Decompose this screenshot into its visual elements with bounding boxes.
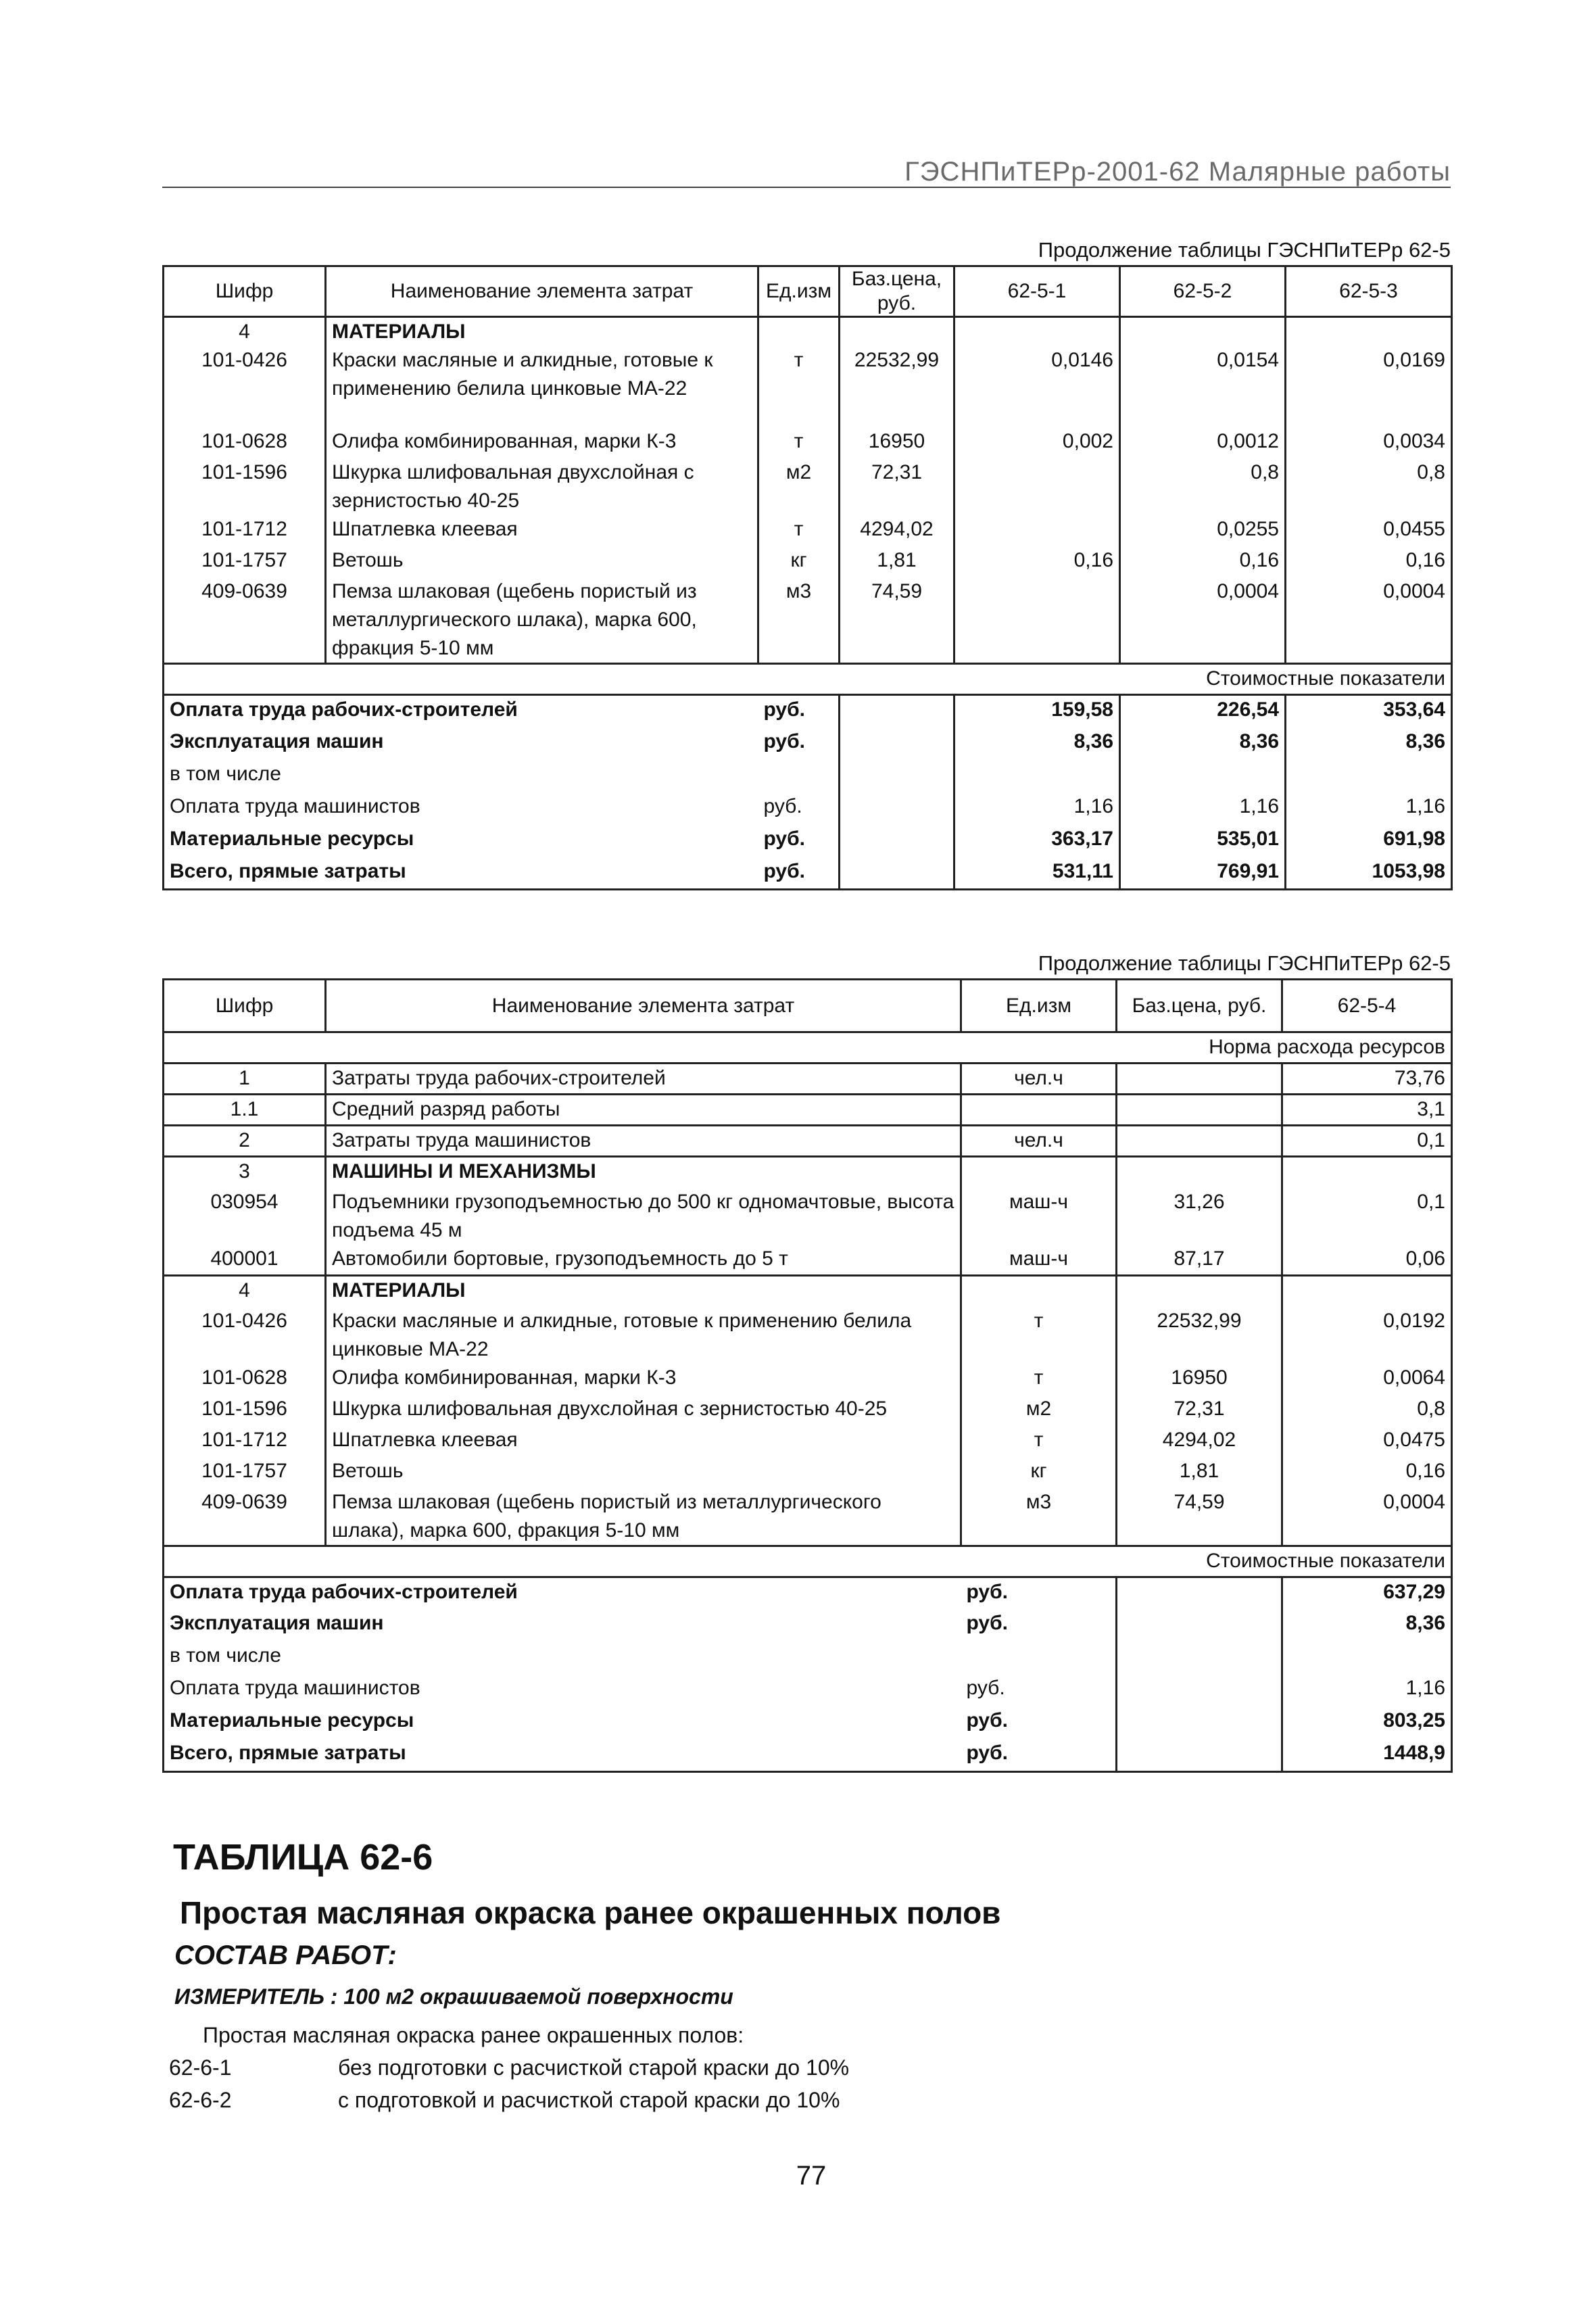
cell-code: 400001 xyxy=(164,1245,326,1276)
cost-price xyxy=(840,792,954,825)
cell-code: 101-1596 xyxy=(164,1395,326,1426)
cost-name: Оплата труда рабочих-строителей xyxy=(164,1577,961,1609)
cost-name: Оплата труда машинистов xyxy=(164,792,758,825)
cell-62-5-1: 0,002 xyxy=(954,427,1120,458)
cell-62-5-2: 0,16 xyxy=(1120,546,1286,577)
cost-62-5-4: 1448,9 xyxy=(1282,1739,1452,1771)
cost-price xyxy=(1117,1577,1282,1609)
section-row-materials xyxy=(164,317,1452,347)
cost-name: в том числе xyxy=(164,760,758,792)
cost-row xyxy=(164,1707,1452,1739)
table-row xyxy=(164,577,1452,664)
cell-name: Краски масляные и алкидные, готовые к применению белила цинковые МА-22 xyxy=(326,1307,961,1364)
cell-price: 72,31 xyxy=(1117,1395,1282,1426)
table-row xyxy=(164,546,1452,577)
col-name-header: Наименование элемента затрат xyxy=(326,266,758,317)
cost-62-5-2: 535,01 xyxy=(1120,825,1286,857)
work-composition-label: СОСТАВ РАБОТ: xyxy=(174,1940,397,1970)
cell-name: Шпатлевка клеевая xyxy=(326,515,758,546)
cell-code: 101-1757 xyxy=(164,546,326,577)
cost-row xyxy=(164,727,1452,760)
cell-code: 101-0426 xyxy=(164,346,326,427)
cell-62-5-4: 0,16 xyxy=(1282,1457,1452,1488)
section-title: ТАБЛИЦА 62-6 xyxy=(173,1837,433,1878)
cell-62-5-4: 3,1 xyxy=(1282,1095,1452,1126)
cell xyxy=(961,1157,1117,1188)
cost-62-5-3: 1053,98 xyxy=(1286,857,1452,890)
cell-unit: чел.ч xyxy=(961,1064,1117,1095)
cost-label-row xyxy=(164,1546,1452,1577)
table-row xyxy=(164,1126,1452,1157)
table-row xyxy=(164,1245,1452,1276)
cost-62-5-2: 226,54 xyxy=(1120,695,1286,727)
measure-label: ИЗМЕРИТЕЛЬ : 100 м2 окрашиваемой поверхности xyxy=(174,1984,733,2009)
cost-row xyxy=(164,1577,1452,1609)
table-row xyxy=(164,427,1452,458)
cell-62-5-1 xyxy=(954,458,1120,515)
table-row xyxy=(164,1364,1452,1395)
section-row-materials xyxy=(164,1276,1452,1307)
table-row xyxy=(164,346,1452,427)
cost-row xyxy=(164,1739,1452,1771)
cell-unit xyxy=(961,1095,1117,1126)
cell xyxy=(1117,1157,1282,1188)
cell-unit: т xyxy=(758,346,840,427)
cost-unit: руб. xyxy=(758,857,840,890)
cell-name: Шпатлевка клеевая xyxy=(326,1426,961,1457)
cell-unit: м2 xyxy=(758,458,840,515)
cost-62-5-3: 8,36 xyxy=(1286,727,1452,760)
col-code-header: Шифр xyxy=(164,980,326,1032)
cell-code: 101-1757 xyxy=(164,1457,326,1488)
col-62-5-1-header: 62-5-1 xyxy=(954,266,1120,317)
cell-code: 101-1596 xyxy=(164,458,326,515)
table-row xyxy=(164,1426,1452,1457)
cost-price xyxy=(840,760,954,792)
table-row xyxy=(164,458,1452,515)
cell-62-5-3: 0,0034 xyxy=(1286,427,1452,458)
section-number: 4 xyxy=(164,317,326,347)
cell-price: 87,17 xyxy=(1117,1245,1282,1276)
variant-text: с подготовкой и расчисткой старой краски до 10% xyxy=(338,2088,840,2112)
page-number: 77 xyxy=(796,2161,827,2191)
cell-unit: т xyxy=(961,1426,1117,1457)
cost-unit: руб. xyxy=(758,695,840,727)
cost-unit: руб. xyxy=(763,827,805,850)
variant-code: 62-6-1 xyxy=(169,2055,232,2080)
cell-price: 22532,99 xyxy=(840,346,954,427)
cost-row xyxy=(164,825,1452,857)
cell-code: 101-0628 xyxy=(164,427,326,458)
cell-code: 101-0628 xyxy=(164,1364,326,1395)
cost-price xyxy=(840,695,954,727)
cell-name: Ветошь xyxy=(326,1457,961,1488)
cell-62-5-3: 0,0455 xyxy=(1286,515,1452,546)
table-row xyxy=(164,1457,1452,1488)
col-price-header: Баз.цена, руб. xyxy=(840,266,954,317)
cell-62-5-2: 0,8 xyxy=(1120,458,1286,515)
cell-code: 409-0639 xyxy=(164,577,326,664)
table-row xyxy=(164,1488,1452,1546)
cost-62-5-4: 1,16 xyxy=(1282,1674,1452,1707)
col-code-header: Шифр xyxy=(164,266,326,317)
cost-62-5-2: 1,16 xyxy=(1120,792,1286,825)
cell-price: 74,59 xyxy=(840,577,954,664)
section-number: 3 xyxy=(164,1157,326,1188)
cell-unit: кг xyxy=(961,1457,1117,1488)
cell-name: Средний разряд работы xyxy=(326,1095,961,1126)
cell xyxy=(961,1276,1117,1307)
cell-code: 2 xyxy=(164,1126,326,1157)
cell-unit: т xyxy=(758,515,840,546)
cell-62-5-4: 0,0192 xyxy=(1282,1307,1452,1364)
cost-price xyxy=(1117,1707,1282,1739)
cell-unit: маш-ч xyxy=(961,1245,1117,1276)
cell-name: Краски масляные и алкидные, готовые к применению белила цинковые МА-22 xyxy=(326,346,758,427)
cost-62-5-4: 637,29 xyxy=(1282,1577,1452,1609)
cost-name: Эксплуатация машин xyxy=(164,727,758,760)
cell-62-5-2: 0,0255 xyxy=(1120,515,1286,546)
col-name-header: Наименование элемента затрат xyxy=(326,980,961,1032)
cost-row xyxy=(164,857,1452,890)
cost-name: Всего, прямые затраты xyxy=(164,857,758,890)
cost-62-5-2 xyxy=(1120,760,1286,792)
norm-label: Норма расхода ресурсов xyxy=(164,1032,1452,1064)
cost-row xyxy=(164,695,1452,727)
cost-62-5-1: 531,11 xyxy=(954,857,1120,890)
cost-row xyxy=(164,1674,1452,1707)
cost-row xyxy=(164,792,1452,825)
section-title: МАШИНЫ И МЕХАНИЗМЫ xyxy=(326,1157,961,1188)
cost-62-5-3 xyxy=(1286,760,1452,792)
cell-unit: чел.ч xyxy=(961,1126,1117,1157)
cost-name: Оплата труда машинистов xyxy=(164,1674,961,1707)
cost-name: Материальные ресурсы xyxy=(164,1707,961,1739)
cell-price: 16950 xyxy=(1117,1364,1282,1395)
cell-price xyxy=(1117,1064,1282,1095)
cell-62-5-4: 0,1 xyxy=(1282,1126,1452,1157)
cell-code: 101-1712 xyxy=(164,515,326,546)
cost-62-5-1: 1,16 xyxy=(954,792,1120,825)
cell-name: Затраты труда машинистов xyxy=(326,1126,961,1157)
cost-62-5-2: 8,36 xyxy=(1120,727,1286,760)
cell-price: 4294,02 xyxy=(840,515,954,546)
cost-unit: руб. xyxy=(966,1677,1005,1699)
variant-text: без подготовки с расчисткой старой краски до 10% xyxy=(338,2055,850,2080)
cell-62-5-3: 0,16 xyxy=(1286,546,1452,577)
cost-name: Оплата труда рабочих-строителей xyxy=(164,695,758,727)
cost-label-row xyxy=(164,664,1452,695)
table1 xyxy=(162,265,1453,890)
cell-code: 101-0426 xyxy=(164,1307,326,1364)
cost-62-5-2: 769,91 xyxy=(1120,857,1286,890)
cost-name: Эксплуатация машин xyxy=(164,1609,961,1642)
cost-unit: руб. xyxy=(961,1577,1117,1609)
col-unit-header: Ед.изм xyxy=(758,266,840,317)
table1-continuation: Продолжение таблицы ГЭСНПиТЕРр 62-5 xyxy=(1038,238,1451,262)
cell-price: 16950 xyxy=(840,427,954,458)
cell-62-5-2: 0,0154 xyxy=(1120,346,1286,427)
cost-price xyxy=(840,825,954,857)
table-row xyxy=(164,1095,1452,1126)
cell-price xyxy=(1117,1095,1282,1126)
cell-price: 22532,99 xyxy=(1117,1307,1282,1364)
cell-name: Олифа комбинированная, марки К-3 xyxy=(326,1364,961,1395)
cell-62-5-2: 0,0012 xyxy=(1120,427,1286,458)
cost-row xyxy=(164,1642,1452,1674)
cell-code: 030954 xyxy=(164,1188,326,1245)
table-row xyxy=(164,1064,1452,1095)
cell-code: 409-0639 xyxy=(164,1488,326,1546)
cost-name: в том числе xyxy=(164,1642,961,1674)
table-row xyxy=(164,515,1452,546)
col-62-5-4-header: 62-5-4 xyxy=(1282,980,1452,1032)
cell-code: 1.1 xyxy=(164,1095,326,1126)
cell-62-5-4: 0,1 xyxy=(1282,1188,1452,1245)
cell-62-5-1 xyxy=(954,577,1120,664)
cost-62-5-1: 363,17 xyxy=(954,825,1120,857)
cell-name: Затраты труда рабочих-строителей xyxy=(326,1064,961,1095)
cost-label: Стоимостные показатели xyxy=(164,1546,1452,1577)
cell-62-5-4: 0,0064 xyxy=(1282,1364,1452,1395)
cost-62-5-1: 8,36 xyxy=(954,727,1120,760)
section-description: Простая масляная окраска ранее окрашенных полов: xyxy=(203,2023,744,2047)
cost-unit xyxy=(758,760,840,792)
cell-62-5-1 xyxy=(954,515,1120,546)
cell-unit: т xyxy=(961,1364,1117,1395)
cell-62-5-2: 0,0004 xyxy=(1120,577,1286,664)
cell-unit: т xyxy=(961,1307,1117,1364)
table2 xyxy=(162,978,1453,1773)
header-rule xyxy=(162,187,1451,188)
cell-unit: т xyxy=(758,427,840,458)
cell-price: 1,81 xyxy=(1117,1457,1282,1488)
cell-name: Подъемники грузоподъемностью до 500 кг одномачтовые, высота подъема 45 м xyxy=(326,1188,961,1245)
cost-62-5-1: 159,58 xyxy=(954,695,1120,727)
cost-62-5-4: 8,36 xyxy=(1282,1609,1452,1642)
table1-header-row xyxy=(164,266,1452,317)
norm-label-row xyxy=(164,1032,1452,1064)
cell-code: 1 xyxy=(164,1064,326,1095)
cost-62-5-4 xyxy=(1282,1642,1452,1674)
cost-unit: руб. xyxy=(966,1612,1008,1634)
cell-price: 74,59 xyxy=(1117,1488,1282,1546)
cost-62-5-3: 691,98 xyxy=(1286,825,1452,857)
cost-price xyxy=(1117,1609,1282,1642)
cell-unit: м3 xyxy=(961,1488,1117,1546)
cell-unit: м2 xyxy=(961,1395,1117,1426)
cost-62-5-4: 803,25 xyxy=(1282,1707,1452,1739)
cost-unit: руб. xyxy=(966,1709,1008,1732)
cell xyxy=(1282,1276,1452,1307)
cell-name: Шкурка шлифовальная двухслойная с зернистостью 40-25 xyxy=(326,458,758,515)
cost-price xyxy=(1117,1642,1282,1674)
cell-62-5-3: 0,0169 xyxy=(1286,346,1452,427)
cost-price xyxy=(840,727,954,760)
cell-unit: кг xyxy=(758,546,840,577)
section-number: 4 xyxy=(164,1276,326,1307)
cell-62-5-4: 0,06 xyxy=(1282,1245,1452,1276)
cost-price xyxy=(1117,1674,1282,1707)
variant-code: 62-6-2 xyxy=(169,2088,232,2112)
cost-name: Всего, прямые затраты xyxy=(164,1739,961,1771)
table-row xyxy=(164,1188,1452,1245)
cell-name: Ветошь xyxy=(326,546,758,577)
cell-62-5-3: 0,0004 xyxy=(1286,577,1452,664)
cell-price xyxy=(1117,1126,1282,1157)
cell xyxy=(1282,1157,1452,1188)
cell-62-5-4: 73,76 xyxy=(1282,1064,1452,1095)
section-title: МАТЕРИАЛЫ xyxy=(326,317,758,347)
cost-price xyxy=(1117,1739,1282,1771)
cell-name: Пемза шлаковая (щебень пористый из металлургического шлака), марка 600, фракция 5-10 мм xyxy=(326,577,758,664)
table-row xyxy=(164,1395,1452,1426)
section-title: МАТЕРИАЛЫ xyxy=(326,1276,961,1307)
col-62-5-2-header: 62-5-2 xyxy=(1120,266,1286,317)
cost-62-5-3: 1,16 xyxy=(1286,792,1452,825)
cost-unit: руб. xyxy=(763,794,802,817)
col-62-5-3-header: 62-5-3 xyxy=(1286,266,1452,317)
cell-62-5-4: 0,8 xyxy=(1282,1395,1452,1426)
cell-unit: маш-ч xyxy=(961,1188,1117,1245)
cost-unit xyxy=(961,1642,1117,1674)
cell-62-5-4: 0,0004 xyxy=(1282,1488,1452,1546)
cell-62-5-4: 0,0475 xyxy=(1282,1426,1452,1457)
cell xyxy=(1117,1276,1282,1307)
table2-continuation: Продолжение таблицы ГЭСНПиТЕРр 62-5 xyxy=(1038,951,1451,975)
cost-price xyxy=(840,857,954,890)
cost-name: Материальные ресурсы xyxy=(164,825,758,857)
cost-62-5-3: 353,64 xyxy=(1286,695,1452,727)
cell-62-5-1: 0,0146 xyxy=(954,346,1120,427)
cell-62-5-3: 0,8 xyxy=(1286,458,1452,515)
cost-unit: руб. xyxy=(763,730,805,753)
running-header: ГЭСНПиТЕРр-2001-62 Малярные работы xyxy=(904,157,1451,187)
table-row xyxy=(164,1307,1452,1364)
cell-name: Шкурка шлифовальная двухслойная с зернистостью 40-25 xyxy=(326,1395,961,1426)
cost-label: Стоимостные показатели xyxy=(164,664,1452,695)
cell-unit: м3 xyxy=(758,577,840,664)
table2-header-row xyxy=(164,980,1452,1032)
cell-name: Олифа комбинированная, марки К-3 xyxy=(326,427,758,458)
col-price-header: Баз.цена, руб. xyxy=(1117,980,1282,1032)
cost-unit: руб. xyxy=(961,1739,1117,1771)
section-row-machines xyxy=(164,1157,1452,1188)
col-unit-header: Ед.изм xyxy=(961,980,1117,1032)
cell-name: Пемза шлаковая (щебень пористый из металлургического шлака), марка 600, фракция 5-10 мм xyxy=(326,1488,961,1546)
cell-price: 4294,02 xyxy=(1117,1426,1282,1457)
cell-code: 101-1712 xyxy=(164,1426,326,1457)
cell-62-5-1: 0,16 xyxy=(954,546,1120,577)
section-subtitle: Простая масляная окраска ранее окрашенных полов xyxy=(180,1895,1001,1930)
cell-name: Автомобили бортовые, грузоподъемность до 5 т xyxy=(326,1245,961,1276)
cell-price: 72,31 xyxy=(840,458,954,515)
cell-price: 1,81 xyxy=(840,546,954,577)
cell-price: 31,26 xyxy=(1117,1188,1282,1245)
cost-row xyxy=(164,760,1452,792)
cost-row xyxy=(164,1609,1452,1642)
cost-62-5-1 xyxy=(954,760,1120,792)
